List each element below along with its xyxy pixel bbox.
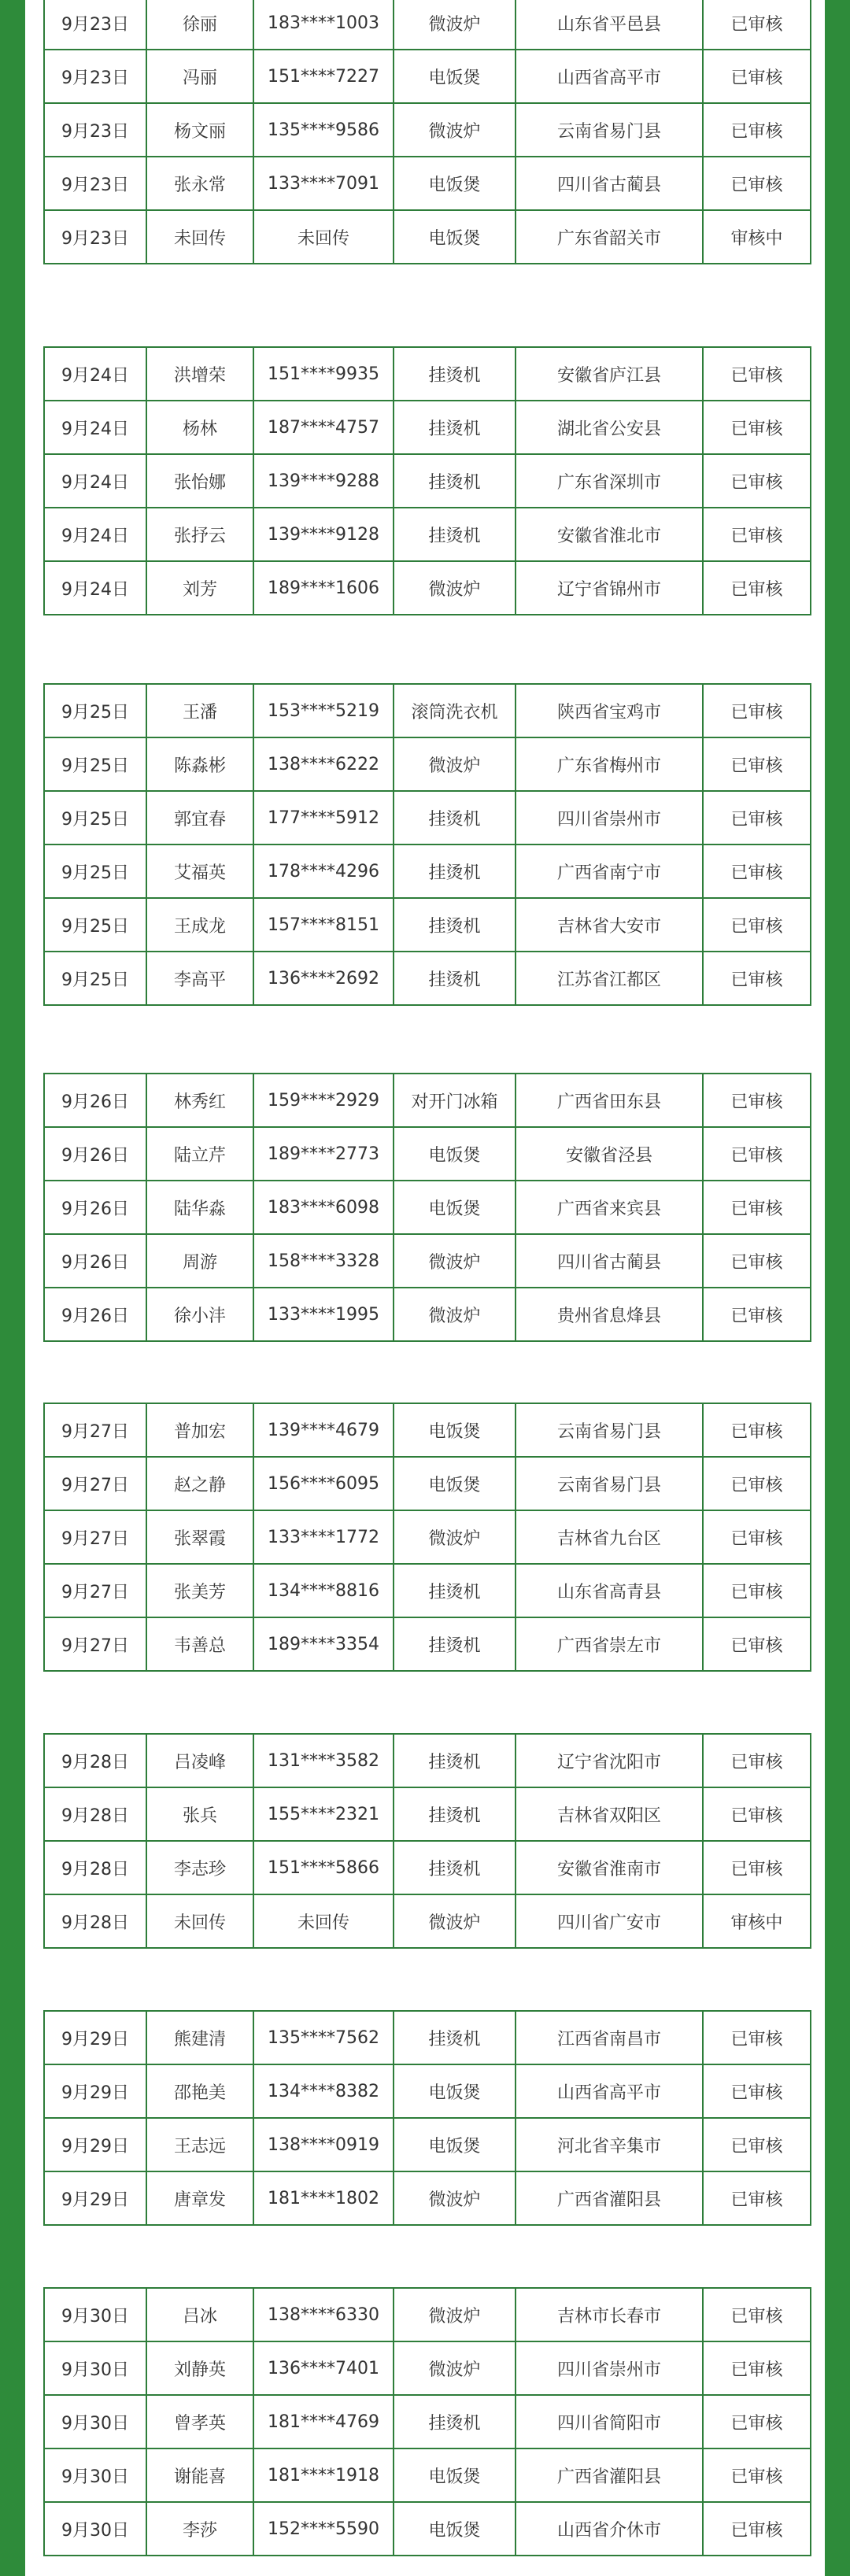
region-cell: 四川省广安市 xyxy=(516,1894,703,1948)
region-cell: 广西省灌阳县 xyxy=(516,2448,703,2502)
status-cell: 已审核 xyxy=(703,1617,811,1671)
table-row xyxy=(44,1734,811,1787)
region-cell: 辽宁省沈阳市 xyxy=(516,1734,703,1787)
product-cell: 挂烫机 xyxy=(394,1564,516,1617)
date-cell: 9月27日 xyxy=(44,1510,146,1564)
date-cell: 9月23日 xyxy=(44,50,146,103)
region-cell: 山西省介休市 xyxy=(516,2502,703,2556)
phone-cell: 134****8816 xyxy=(253,1564,394,1617)
status-cell: 已审核 xyxy=(703,1234,811,1288)
name-cell: 吕凌峰 xyxy=(146,1734,253,1787)
name-cell: 徐丽 xyxy=(146,0,253,50)
status-cell: 已审核 xyxy=(703,2395,811,2448)
date-cell: 9月23日 xyxy=(44,157,146,210)
product-cell: 微波炉 xyxy=(394,737,516,791)
date-cell: 9月29日 xyxy=(44,2118,146,2171)
product-cell: 挂烫机 xyxy=(394,454,516,508)
day-table xyxy=(43,683,811,1006)
status-cell: 已审核 xyxy=(703,898,811,952)
status-cell: 已审核 xyxy=(703,1127,811,1181)
product-cell: 挂烫机 xyxy=(394,844,516,898)
product-cell: 电饭煲 xyxy=(394,2064,516,2118)
phone-cell: 139****4679 xyxy=(253,1403,394,1457)
status-cell: 已审核 xyxy=(703,844,811,898)
name-cell: 洪增荣 xyxy=(146,347,253,401)
name-cell: 赵之静 xyxy=(146,1457,253,1510)
table-row xyxy=(44,50,811,103)
name-cell: 刘静英 xyxy=(146,2341,253,2395)
status-cell: 已审核 xyxy=(703,684,811,737)
region-cell: 河北省辛集市 xyxy=(516,2118,703,2171)
name-cell: 普加宏 xyxy=(146,1403,253,1457)
product-cell: 挂烫机 xyxy=(394,1617,516,1671)
name-cell: 唐章发 xyxy=(146,2171,253,2225)
region-cell: 广东省梅州市 xyxy=(516,737,703,791)
phone-cell: 134****8382 xyxy=(253,2064,394,2118)
table-row xyxy=(44,791,811,844)
date-cell: 9月26日 xyxy=(44,1288,146,1341)
product-cell: 微波炉 xyxy=(394,2171,516,2225)
product-cell: 电饭煲 xyxy=(394,1457,516,1510)
region-cell: 广东省深圳市 xyxy=(516,454,703,508)
date-cell: 9月23日 xyxy=(44,210,146,264)
table-row xyxy=(44,2011,811,2064)
phone-cell: 183****1003 xyxy=(253,0,394,50)
name-cell: 王潘 xyxy=(146,684,253,737)
region-cell: 山西省高平市 xyxy=(516,2064,703,2118)
day-table xyxy=(43,2287,811,2556)
status-cell: 已审核 xyxy=(703,157,811,210)
name-cell: 杨文丽 xyxy=(146,103,253,157)
table-row xyxy=(44,1510,811,1564)
status-cell: 已审核 xyxy=(703,50,811,103)
region-cell: 云南省易门县 xyxy=(516,1403,703,1457)
table-row xyxy=(44,508,811,561)
phone-cell: 131****3582 xyxy=(253,1734,394,1787)
table-row xyxy=(44,1403,811,1457)
region-cell: 四川省崇州市 xyxy=(516,791,703,844)
table-row xyxy=(44,157,811,210)
name-cell: 陈淼彬 xyxy=(146,737,253,791)
product-cell: 微波炉 xyxy=(394,1510,516,1564)
status-cell: 已审核 xyxy=(703,791,811,844)
date-cell: 9月27日 xyxy=(44,1403,146,1457)
name-cell: 周游 xyxy=(146,1234,253,1288)
status-cell: 已审核 xyxy=(703,2171,811,2225)
region-cell: 山西省高平市 xyxy=(516,50,703,103)
status-cell: 已审核 xyxy=(703,0,811,50)
status-cell: 已审核 xyxy=(703,508,811,561)
phone-cell: 151****7227 xyxy=(253,50,394,103)
date-cell: 9月25日 xyxy=(44,791,146,844)
product-cell: 微波炉 xyxy=(394,2288,516,2341)
phone-cell: 135****9586 xyxy=(253,103,394,157)
status-cell: 已审核 xyxy=(703,103,811,157)
phone-cell: 189****2773 xyxy=(253,1127,394,1181)
status-cell: 已审核 xyxy=(703,1510,811,1564)
phone-cell: 189****1606 xyxy=(253,561,394,615)
region-cell: 吉林省九台区 xyxy=(516,1510,703,1564)
product-cell: 挂烫机 xyxy=(394,2395,516,2448)
name-cell: 陆华淼 xyxy=(146,1181,253,1234)
phone-cell: 181****1802 xyxy=(253,2171,394,2225)
phone-cell: 177****5912 xyxy=(253,791,394,844)
status-cell: 已审核 xyxy=(703,1564,811,1617)
status-cell: 审核中 xyxy=(703,210,811,264)
status-cell: 已审核 xyxy=(703,2011,811,2064)
table-row xyxy=(44,1074,811,1127)
product-cell: 挂烫机 xyxy=(394,2011,516,2064)
name-cell: 张兵 xyxy=(146,1787,253,1841)
date-cell: 9月24日 xyxy=(44,401,146,454)
date-cell: 9月27日 xyxy=(44,1457,146,1510)
region-cell: 陕西省宝鸡市 xyxy=(516,684,703,737)
date-cell: 9月26日 xyxy=(44,1074,146,1127)
date-cell: 9月29日 xyxy=(44,2064,146,2118)
day-table xyxy=(43,1403,811,1672)
name-cell: 郭宜春 xyxy=(146,791,253,844)
table-row xyxy=(44,844,811,898)
name-cell: 刘芳 xyxy=(146,561,253,615)
table-row xyxy=(44,1564,811,1617)
phone-cell: 139****9288 xyxy=(253,454,394,508)
phone-cell: 189****3354 xyxy=(253,1617,394,1671)
status-cell: 已审核 xyxy=(703,347,811,401)
phone-cell: 136****2692 xyxy=(253,952,394,1005)
table-row xyxy=(44,2395,811,2448)
date-cell: 9月28日 xyxy=(44,1787,146,1841)
name-cell: 王志远 xyxy=(146,2118,253,2171)
date-cell: 9月30日 xyxy=(44,2448,146,2502)
name-cell: 冯丽 xyxy=(146,50,253,103)
date-cell: 9月23日 xyxy=(44,103,146,157)
phone-cell: 183****6098 xyxy=(253,1181,394,1234)
table-row xyxy=(44,2064,811,2118)
table-row xyxy=(44,2118,811,2171)
phone-cell: 139****9128 xyxy=(253,508,394,561)
name-cell: 张翠霞 xyxy=(146,1510,253,1564)
product-cell: 电饭煲 xyxy=(394,1403,516,1457)
region-cell: 辽宁省锦州市 xyxy=(516,561,703,615)
region-cell: 贵州省息烽县 xyxy=(516,1288,703,1341)
status-cell: 审核中 xyxy=(703,1894,811,1948)
date-cell: 9月30日 xyxy=(44,2288,146,2341)
region-cell: 吉林市长春市 xyxy=(516,2288,703,2341)
name-cell: 林秀红 xyxy=(146,1074,253,1127)
region-cell: 山东省高青县 xyxy=(516,1564,703,1617)
table-row xyxy=(44,1787,811,1841)
product-cell: 挂烫机 xyxy=(394,1734,516,1787)
date-cell: 9月26日 xyxy=(44,1234,146,1288)
table-row xyxy=(44,1181,811,1234)
table-row xyxy=(44,347,811,401)
table-row xyxy=(44,454,811,508)
product-cell: 挂烫机 xyxy=(394,791,516,844)
product-cell: 电饭煲 xyxy=(394,2118,516,2171)
phone-cell: 133****1772 xyxy=(253,1510,394,1564)
phone-cell: 138****6222 xyxy=(253,737,394,791)
name-cell: 熊建清 xyxy=(146,2011,253,2064)
product-cell: 对开门冰箱 xyxy=(394,1074,516,1127)
table-row xyxy=(44,103,811,157)
product-cell: 微波炉 xyxy=(394,1894,516,1948)
phone-cell: 未回传 xyxy=(253,1894,394,1948)
table-row xyxy=(44,1234,811,1288)
table-row xyxy=(44,1457,811,1510)
day-table xyxy=(43,1073,811,1342)
table-row xyxy=(44,1894,811,1948)
region-cell: 广西省田东县 xyxy=(516,1074,703,1127)
table-row xyxy=(44,684,811,737)
name-cell: 未回传 xyxy=(146,210,253,264)
product-cell: 微波炉 xyxy=(394,2341,516,2395)
phone-cell: 135****7562 xyxy=(253,2011,394,2064)
table-row xyxy=(44,401,811,454)
date-cell: 9月28日 xyxy=(44,1734,146,1787)
phone-cell: 155****2321 xyxy=(253,1787,394,1841)
phone-cell: 136****7401 xyxy=(253,2341,394,2395)
product-cell: 挂烫机 xyxy=(394,1787,516,1841)
phone-cell: 156****6095 xyxy=(253,1457,394,1510)
date-cell: 9月30日 xyxy=(44,2502,146,2556)
phone-cell: 181****4769 xyxy=(253,2395,394,2448)
region-cell: 江西省南昌市 xyxy=(516,2011,703,2064)
date-cell: 9月24日 xyxy=(44,561,146,615)
table-row xyxy=(44,1288,811,1341)
name-cell: 曾孝英 xyxy=(146,2395,253,2448)
product-cell: 微波炉 xyxy=(394,103,516,157)
phone-cell: 151****9935 xyxy=(253,347,394,401)
phone-cell: 158****3328 xyxy=(253,1234,394,1288)
status-cell: 已审核 xyxy=(703,1787,811,1841)
product-cell: 滚筒洗衣机 xyxy=(394,684,516,737)
phone-cell: 未回传 xyxy=(253,210,394,264)
region-cell: 江苏省江都区 xyxy=(516,952,703,1005)
phone-cell: 157****8151 xyxy=(253,898,394,952)
phone-cell: 151****5866 xyxy=(253,1841,394,1894)
phone-cell: 152****5590 xyxy=(253,2502,394,2556)
status-cell: 已审核 xyxy=(703,561,811,615)
name-cell: 李高平 xyxy=(146,952,253,1005)
region-cell: 四川省简阳市 xyxy=(516,2395,703,2448)
name-cell: 张怡娜 xyxy=(146,454,253,508)
status-cell: 已审核 xyxy=(703,2118,811,2171)
table-row xyxy=(44,1127,811,1181)
date-cell: 9月26日 xyxy=(44,1127,146,1181)
region-cell: 四川省崇州市 xyxy=(516,2341,703,2395)
region-cell: 山东省平邑县 xyxy=(516,0,703,50)
name-cell: 韦善总 xyxy=(146,1617,253,1671)
phone-cell: 133****7091 xyxy=(253,157,394,210)
date-cell: 9月24日 xyxy=(44,347,146,401)
name-cell: 吕冰 xyxy=(146,2288,253,2341)
product-cell: 电饭煲 xyxy=(394,2448,516,2502)
phone-cell: 159****2929 xyxy=(253,1074,394,1127)
product-cell: 微波炉 xyxy=(394,561,516,615)
region-cell: 四川省古蔺县 xyxy=(516,157,703,210)
date-cell: 9月29日 xyxy=(44,2011,146,2064)
name-cell: 张美芳 xyxy=(146,1564,253,1617)
date-cell: 9月28日 xyxy=(44,1841,146,1894)
status-cell: 已审核 xyxy=(703,401,811,454)
status-cell: 已审核 xyxy=(703,1457,811,1510)
product-cell: 挂烫机 xyxy=(394,347,516,401)
region-cell: 云南省易门县 xyxy=(516,103,703,157)
day-table xyxy=(43,2010,811,2226)
day-table xyxy=(43,1733,811,1949)
content-panel xyxy=(25,0,825,2576)
status-cell: 已审核 xyxy=(703,1734,811,1787)
status-cell: 已审核 xyxy=(703,2288,811,2341)
region-cell: 广西省崇左市 xyxy=(516,1617,703,1671)
date-cell: 9月25日 xyxy=(44,952,146,1005)
name-cell: 张永常 xyxy=(146,157,253,210)
status-cell: 已审核 xyxy=(703,1841,811,1894)
name-cell: 邵艳美 xyxy=(146,2064,253,2118)
date-cell: 9月24日 xyxy=(44,454,146,508)
product-cell: 微波炉 xyxy=(394,1234,516,1288)
name-cell: 王成龙 xyxy=(146,898,253,952)
date-cell: 9月26日 xyxy=(44,1181,146,1234)
table-row xyxy=(44,210,811,264)
phone-cell: 153****5219 xyxy=(253,684,394,737)
product-cell: 电饭煲 xyxy=(394,157,516,210)
date-cell: 9月30日 xyxy=(44,2341,146,2395)
name-cell: 徐小沣 xyxy=(146,1288,253,1341)
region-cell: 湖北省公安县 xyxy=(516,401,703,454)
table-row xyxy=(44,2502,811,2556)
date-cell: 9月24日 xyxy=(44,508,146,561)
phone-cell: 178****4296 xyxy=(253,844,394,898)
date-cell: 9月25日 xyxy=(44,684,146,737)
region-cell: 广西省来宾县 xyxy=(516,1181,703,1234)
status-cell: 已审核 xyxy=(703,2502,811,2556)
status-cell: 已审核 xyxy=(703,2064,811,2118)
product-cell: 微波炉 xyxy=(394,0,516,50)
region-cell: 吉林省双阳区 xyxy=(516,1787,703,1841)
name-cell: 杨林 xyxy=(146,401,253,454)
status-cell: 已审核 xyxy=(703,1403,811,1457)
table-row xyxy=(44,737,811,791)
product-cell: 挂烫机 xyxy=(394,952,516,1005)
product-cell: 电饭煲 xyxy=(394,1181,516,1234)
date-cell: 9月29日 xyxy=(44,2171,146,2225)
status-cell: 已审核 xyxy=(703,952,811,1005)
date-cell: 9月28日 xyxy=(44,1894,146,1948)
region-cell: 广西省灌阳县 xyxy=(516,2171,703,2225)
phone-cell: 138****0919 xyxy=(253,2118,394,2171)
product-cell: 电饭煲 xyxy=(394,50,516,103)
region-cell: 安徽省泾县 xyxy=(516,1127,703,1181)
name-cell: 未回传 xyxy=(146,1894,253,1948)
status-cell: 已审核 xyxy=(703,1181,811,1234)
region-cell: 四川省古蔺县 xyxy=(516,1234,703,1288)
status-cell: 已审核 xyxy=(703,454,811,508)
region-cell: 广西省南宁市 xyxy=(516,844,703,898)
product-cell: 挂烫机 xyxy=(394,401,516,454)
name-cell: 艾福英 xyxy=(146,844,253,898)
name-cell: 谢能喜 xyxy=(146,2448,253,2502)
date-cell: 9月25日 xyxy=(44,737,146,791)
product-cell: 挂烫机 xyxy=(394,1841,516,1894)
phone-cell: 138****6330 xyxy=(253,2288,394,2341)
name-cell: 李志珍 xyxy=(146,1841,253,1894)
table-row xyxy=(44,952,811,1005)
date-cell: 9月27日 xyxy=(44,1564,146,1617)
name-cell: 张抒云 xyxy=(146,508,253,561)
table-row xyxy=(44,2171,811,2225)
date-cell: 9月30日 xyxy=(44,2395,146,2448)
phone-cell: 133****1995 xyxy=(253,1288,394,1341)
phone-cell: 187****4757 xyxy=(253,401,394,454)
product-cell: 电饭煲 xyxy=(394,2502,516,2556)
table-row xyxy=(44,0,811,50)
name-cell: 陆立芹 xyxy=(146,1127,253,1181)
region-cell: 吉林省大安市 xyxy=(516,898,703,952)
region-cell: 安徽省淮北市 xyxy=(516,508,703,561)
status-cell: 已审核 xyxy=(703,1288,811,1341)
product-cell: 微波炉 xyxy=(394,1288,516,1341)
table-row xyxy=(44,898,811,952)
date-cell: 9月25日 xyxy=(44,898,146,952)
date-cell: 9月23日 xyxy=(44,0,146,50)
region-cell: 安徽省庐江县 xyxy=(516,347,703,401)
table-row xyxy=(44,561,811,615)
region-cell: 云南省易门县 xyxy=(516,1457,703,1510)
status-cell: 已审核 xyxy=(703,2448,811,2502)
status-cell: 已审核 xyxy=(703,2341,811,2395)
product-cell: 挂烫机 xyxy=(394,508,516,561)
region-cell: 安徽省淮南市 xyxy=(516,1841,703,1894)
table-row xyxy=(44,1841,811,1894)
product-cell: 挂烫机 xyxy=(394,898,516,952)
table-row xyxy=(44,1617,811,1671)
date-cell: 9月25日 xyxy=(44,844,146,898)
phone-cell: 181****1918 xyxy=(253,2448,394,2502)
status-cell: 已审核 xyxy=(703,1074,811,1127)
day-table xyxy=(43,346,811,615)
name-cell: 李莎 xyxy=(146,2502,253,2556)
product-cell: 电饭煲 xyxy=(394,210,516,264)
product-cell: 电饭煲 xyxy=(394,1127,516,1181)
status-cell: 已审核 xyxy=(703,737,811,791)
region-cell: 广东省韶关市 xyxy=(516,210,703,264)
date-cell: 9月27日 xyxy=(44,1617,146,1671)
table-row xyxy=(44,2288,811,2341)
table-row xyxy=(44,2341,811,2395)
table-row xyxy=(44,2448,811,2502)
day-table xyxy=(43,0,811,264)
